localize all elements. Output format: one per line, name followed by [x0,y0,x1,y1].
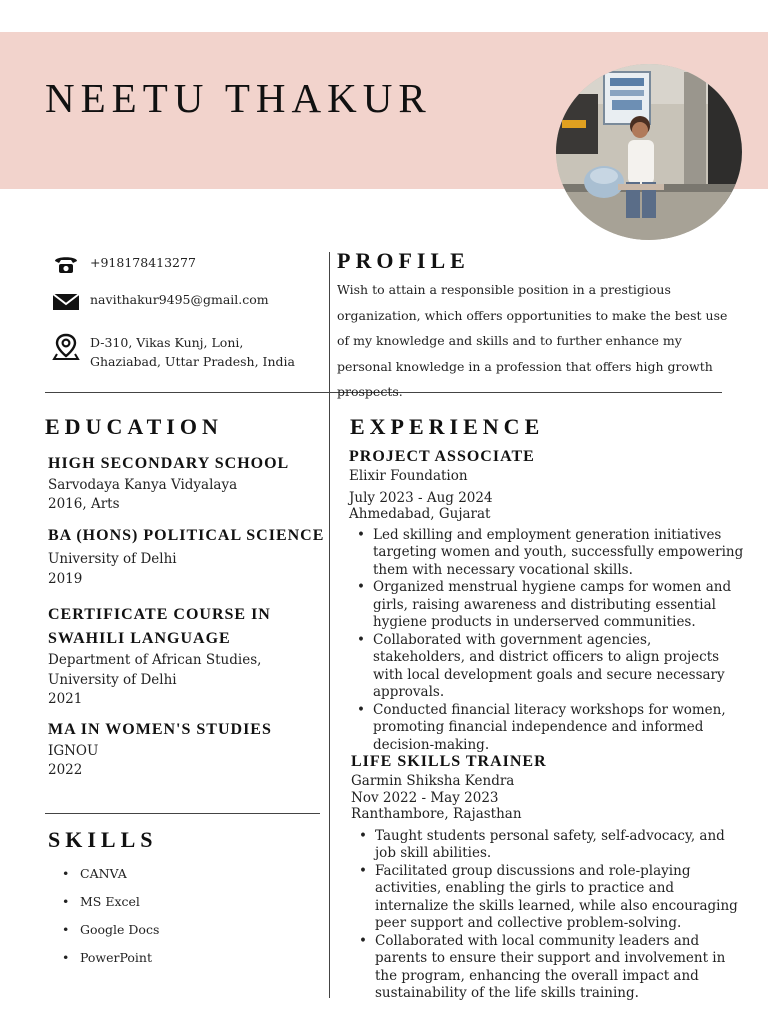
phone-number: +918178413277 [90,255,196,270]
job-dates: July 2023 - Aug 2024 [349,489,493,506]
skill-item: • MS Excel [62,888,159,916]
education-degree: MA IN WOMEN'S STUDIES [48,721,272,738]
skill-item: • Google Docs [62,916,159,944]
job-bullets [351,828,746,1003]
experience-entry [349,446,744,754]
job-role: LIFE SKILLS TRAINER [351,753,547,770]
profile-text: Wish to attain a responsible position in a prestigious organization, which offers opportunities to make the best use of my knowledge and skills and to further enhance my personal knowledge in a profession that offers high growth prospects. [337,282,728,399]
skills-heading: SKILLS [48,827,158,852]
job-bullet: • Taught students personal safety, self-advocacy, and job skill abilities. [351,828,746,863]
education-institution: University of Delhi [48,551,177,567]
contact-address [52,333,300,371]
job-bullet: • Organized menstrual hygiene camps for women and girls, raising awareness and distributing essential hygiene products in underserved communities. [349,579,744,632]
job-bullets [349,527,744,755]
section-divider-skills [45,813,320,814]
education-institution: IGNOU [48,743,99,759]
profile-heading: PROFILE [337,248,470,273]
experience-heading: EXPERIENCE [350,414,545,439]
education-year: 2021 [48,691,83,707]
skill-item: • CANVA [62,860,159,888]
education-year: 2016, Arts [48,496,120,512]
skill-item: • PowerPoint [62,944,159,972]
education-entry [48,718,328,780]
education-entry [48,452,328,514]
job-bullet: • Conducted financial literacy workshops for women, promoting financial independence and informed decision-making. [349,702,744,755]
education-entry [48,603,288,710]
education-degree: CERTIFICATE COURSE IN SWAHILI LANGUAGE [48,606,271,647]
column-divider [329,252,330,998]
contact-phone [52,253,300,277]
education-institution: Sarvodaya Kanya Vidyalaya [48,477,238,493]
job-organization: Elixir Foundation [349,468,468,484]
job-bullet: • Collaborated with government agencies, stakeholders, and district officers to align projects with local development goals and secure necessary approvals. [349,632,744,702]
job-bullet: • Collaborated with local community leaders and parents to ensure their support and involvement in the program, enhancing the overall impact and sustainability of the life skills training. [351,933,746,1003]
job-bullet: • Facilitated group discussions and role-playing activities, enabling the girls to practice and internalize the skills learned, while also encouraging peer support and collective problem-solving. [351,863,746,933]
job-role: PROJECT ASSOCIATE [349,448,535,465]
skills-list [62,860,159,972]
email-address: navithakur9495@gmail.com [90,292,269,307]
phone-icon [52,253,80,277]
education-degree: BA (HONS) POLITICAL SCIENCE [48,527,325,544]
education-entry [48,524,328,589]
job-dates: Nov 2022 - May 2023 [351,789,499,806]
education-year: 2019 [48,571,83,587]
address-text: D-310, Vikas Kunj, Loni, Ghaziabad, Uttar Pradesh, India [90,335,295,369]
profile-photo [556,64,742,240]
job-location: Ahmedabad, Gujarat [349,506,491,522]
job-bullet: • Led skilling and employment generation initiatives targeting women and youth, successfully empowering them with necessary vocational skills. [349,527,744,580]
contact-email [52,290,300,314]
job-location: Ranthambore, Rajasthan [351,806,522,822]
envelope-icon [52,290,80,314]
education-institution: Department of African Studies, University of Delhi [48,652,262,688]
education-degree: HIGH SECONDARY SCHOOL [48,455,290,472]
education-heading: EDUCATION [45,414,223,439]
job-organization: Garmin Shiksha Kendra [351,773,515,789]
candidate-name: NEETU THAKUR [45,75,432,121]
experience-entry [351,751,746,1003]
education-year: 2022 [48,762,83,778]
location-pin-icon [52,333,80,361]
